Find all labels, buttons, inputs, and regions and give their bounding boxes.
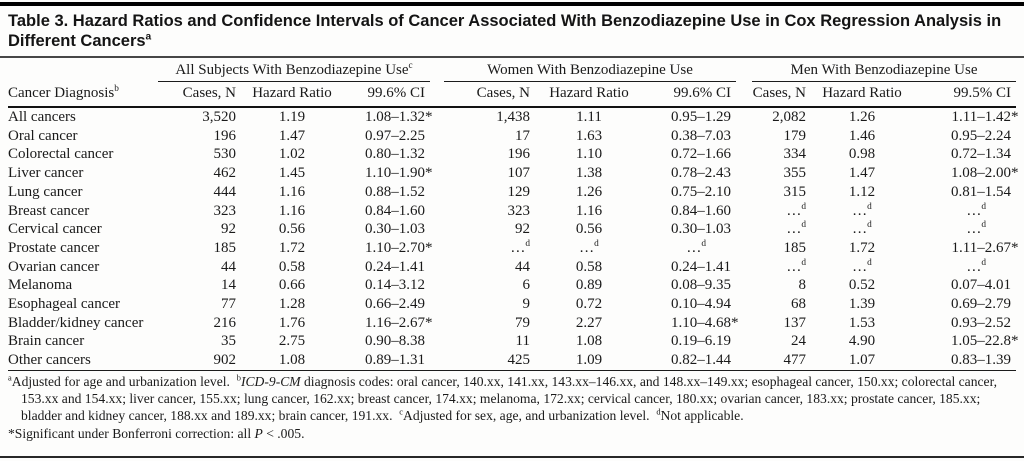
group-header-all-subjects: All Subjects With Benzodiazepine Use$^c$ xyxy=(158,61,430,82)
cell-ci: 0.38–7.03 xyxy=(671,127,731,144)
cell-spacer xyxy=(430,295,444,314)
column-header-cancer-diagnosis: Cancer Diagnosis$^b$ xyxy=(8,82,158,108)
cell-spacer xyxy=(736,258,752,277)
cell-cases: 6 xyxy=(522,277,530,294)
footnotes xyxy=(8,373,1016,442)
cell-diagnosis: Esophageal cancer xyxy=(8,296,121,313)
cell-spacer xyxy=(736,145,752,164)
cell-ci: 1.05–22.8* xyxy=(951,333,1019,350)
cell-cases: 68 xyxy=(791,296,806,313)
cell-cases: …$^d$ xyxy=(510,238,530,256)
footnote-abcd: $^a$Adjusted for age and urbanization level. $^b$ICD-9-CM diagnosis codes: oral cancer, 140.xx, 141.xx, 143.xx–146.xx, and 148.xx–149.xx; esophageal cancer, 150.xx; colorectal cancer, 153.xx and 154.xx; liver cancer, 155.xx; lung cancer, 162.xx; breast cancer, 174.xx; melanoma, 172.xx; cervical cancer, 180.xx; ovarian cancer, 183.xx; prostate cancer, 185.xx; bladder and kidney cancer, 188.xx and 189.xx; brain cancer, 191.xx. $^c$Adjusted for sex, age, and urbanization level. $^d$Not applicable. xyxy=(8,372,997,424)
cell-ci: 0.75–2.10 xyxy=(671,183,731,200)
cell-ci: 0.82–1.44 xyxy=(648,351,736,370)
cell-hazard-ratio: 1.11 xyxy=(576,109,602,125)
cell-spacer xyxy=(430,145,444,164)
cell-cases: 216 xyxy=(213,314,236,331)
cell-spacer xyxy=(736,276,752,295)
cell-hazard-ratio: 0.66 xyxy=(278,277,306,294)
cell-ci: 0.89–1.31 xyxy=(348,351,430,370)
column-header-cases-men: Cases, N xyxy=(752,82,806,108)
cell-cases: 315 xyxy=(783,183,806,200)
cell-ci: …$^d$ xyxy=(966,220,986,238)
cell-hazard-ratio: …$^d$ xyxy=(852,220,872,238)
cell-ci: 1.16–2.67* xyxy=(365,314,433,331)
cell-cases: 477 xyxy=(752,351,806,370)
title-rule xyxy=(0,56,1024,58)
cell-diagnosis: Other cancers xyxy=(8,351,158,370)
table-row xyxy=(8,164,1016,183)
cell-cases: 129 xyxy=(507,183,530,200)
bottom-rule xyxy=(0,456,1024,459)
cell-cases: 179 xyxy=(783,127,806,144)
cell-hazard-ratio: 1.45 xyxy=(278,165,306,182)
cell-spacer xyxy=(736,164,752,183)
cell-ci: 0.72–1.34 xyxy=(951,146,1011,163)
cell-hazard-ratio: 1.72 xyxy=(278,239,306,256)
cell-ci: 0.97–2.25 xyxy=(365,127,425,144)
cell-cases: 79 xyxy=(515,314,530,331)
cell-cases: 530 xyxy=(213,146,236,163)
cell-cases: 355 xyxy=(783,165,806,182)
group-header-blank xyxy=(8,61,158,82)
group-spacer xyxy=(430,61,444,82)
cell-ci: 1.10–2.70* xyxy=(365,239,433,256)
cell-ci: 0.83–1.39 xyxy=(918,351,1016,370)
cell-cases: 24 xyxy=(791,333,806,350)
cell-hazard-ratio: 1.26 xyxy=(575,183,603,200)
cell-cases: 107 xyxy=(507,165,530,182)
cell-cases: 334 xyxy=(783,146,806,163)
column-header-cases-women: Cases, N xyxy=(444,82,530,108)
cell-ci: 1.11–2.67* xyxy=(951,239,1019,256)
table-row xyxy=(8,239,1016,258)
cell-cases: …$^d$ xyxy=(786,201,806,219)
cell-ci: 0.95–2.24 xyxy=(951,127,1011,144)
cell-cases: 902 xyxy=(158,351,236,370)
cell-hazard-ratio: 0.58 xyxy=(575,258,603,275)
cell-spacer xyxy=(430,258,444,277)
group-header-row xyxy=(8,61,1016,82)
cell-ci: 0.24–1.41 xyxy=(671,258,731,275)
cell-spacer xyxy=(736,183,752,202)
cell-hazard-ratio: 1.16 xyxy=(575,202,603,219)
cell-cases: 92 xyxy=(221,221,236,238)
cell-spacer xyxy=(736,107,752,127)
cell-hazard-ratio: 2.75 xyxy=(278,333,306,350)
cell-spacer xyxy=(736,295,752,314)
cell-hazard-ratio: 0.58 xyxy=(278,258,306,275)
table-row xyxy=(8,183,1016,202)
cell-cases: 35 xyxy=(221,333,236,350)
cell-cases: 9 xyxy=(522,296,530,313)
cell-spacer xyxy=(736,332,752,351)
cell-hazard-ratio: 1.09 xyxy=(530,351,648,370)
table-row xyxy=(8,145,1016,164)
cell-cases: 77 xyxy=(221,296,236,313)
cell-hazard-ratio: 1.47 xyxy=(848,165,876,182)
cell-ci: 0.84–1.60 xyxy=(365,202,425,219)
table-row xyxy=(8,351,1016,370)
cell-spacer xyxy=(736,220,752,239)
table-header xyxy=(8,61,1016,107)
cell-cases: 14 xyxy=(221,277,236,294)
cell-ci: 0.10–4.94 xyxy=(671,296,731,313)
cell-hazard-ratio: 0.56 xyxy=(278,221,306,238)
cell-hazard-ratio: 1.02 xyxy=(278,146,306,163)
cell-cases: 137 xyxy=(783,314,806,331)
cell-ci: …$^d$ xyxy=(686,238,706,256)
cell-hazard-ratio: 1.46 xyxy=(848,127,876,144)
cell-diagnosis: Ovarian cancer xyxy=(8,258,100,275)
group-spacer xyxy=(736,61,752,82)
cell-diagnosis: Breast cancer xyxy=(8,202,90,219)
cell-cases: 44 xyxy=(221,258,236,275)
column-header-row xyxy=(8,82,1016,108)
cell-hazard-ratio: 4.90 xyxy=(848,333,876,350)
cell-hazard-ratio: 0.98 xyxy=(848,146,876,163)
cell-cases: 2,082 xyxy=(772,109,806,125)
cell-hazard-ratio: 1.76 xyxy=(278,314,306,331)
cell-diagnosis: Liver cancer xyxy=(8,165,84,182)
cell-spacer xyxy=(430,220,444,239)
cell-ci: 1.10–4.68* xyxy=(671,314,739,331)
cell-spacer xyxy=(430,202,444,221)
cell-cases: 196 xyxy=(507,146,530,163)
cell-cases: 323 xyxy=(213,202,236,219)
column-header-ci-all: 99.6% CI xyxy=(348,82,430,108)
cell-cases: 425 xyxy=(444,351,530,370)
cell-hazard-ratio: 1.72 xyxy=(848,239,876,256)
cell-cases: 444 xyxy=(213,183,236,200)
cell-spacer xyxy=(430,351,444,370)
cell-spacer xyxy=(736,127,752,146)
column-header-hazard-ratio-all: Hazard Ratio xyxy=(236,82,348,108)
table-row xyxy=(8,127,1016,146)
cell-ci: 0.80–1.32 xyxy=(365,146,425,163)
cell-cases: 196 xyxy=(213,127,236,144)
cell-hazard-ratio: 1.08 xyxy=(236,351,348,370)
column-header-hazard-ratio-men: Hazard Ratio xyxy=(806,82,918,108)
cell-ci: 0.24–1.41 xyxy=(365,258,425,275)
column-header-cases-all: Cases, N xyxy=(158,82,236,108)
cell-hazard-ratio: 1.53 xyxy=(848,314,876,331)
cell-hazard-ratio: 1.63 xyxy=(575,127,603,144)
cell-hazard-ratio: 1.26 xyxy=(848,109,876,125)
cell-diagnosis: Brain cancer xyxy=(8,333,85,350)
cell-cases: 185 xyxy=(783,239,806,256)
hazard-ratio-table xyxy=(8,61,1019,371)
cell-cases: …$^d$ xyxy=(786,220,806,238)
cell-hazard-ratio: 0.56 xyxy=(575,221,603,238)
cell-diagnosis: Lung cancer xyxy=(8,183,83,200)
cell-ci: 0.30–1.03 xyxy=(365,221,425,238)
cell-spacer xyxy=(430,332,444,351)
cell-spacer xyxy=(736,239,752,258)
top-rule xyxy=(0,2,1024,6)
cell-hazard-ratio: 1.16 xyxy=(278,183,306,200)
cell-ci: 0.19–6.19 xyxy=(671,333,731,350)
table-row xyxy=(8,202,1016,221)
cell-cases: 8 xyxy=(798,277,806,294)
cell-ci: 0.78–2.43 xyxy=(671,165,731,182)
cell-ci: 1.10–1.90* xyxy=(365,165,433,182)
cell-ci: 1.08–2.00* xyxy=(951,165,1019,182)
cell-hazard-ratio: 1.39 xyxy=(848,296,876,313)
cell-cases: …$^d$ xyxy=(786,257,806,275)
cell-ci: 0.69–2.79 xyxy=(951,296,1011,313)
cell-hazard-ratio: 1.07 xyxy=(806,351,918,370)
column-header-spacer xyxy=(430,82,444,108)
table-row xyxy=(8,107,1016,127)
cell-cases: 92 xyxy=(515,221,530,238)
cell-ci: 0.08–9.35 xyxy=(671,277,731,294)
cell-cases: 3,520 xyxy=(202,109,236,125)
cell-hazard-ratio: 1.12 xyxy=(848,183,876,200)
cell-ci: 0.66–2.49 xyxy=(365,296,425,313)
cell-ci: 1.08–1.32* xyxy=(365,109,433,125)
cell-cases: 1,438 xyxy=(496,109,530,125)
cell-diagnosis: Prostate cancer xyxy=(8,239,100,256)
cell-diagnosis: Melanoma xyxy=(8,277,73,294)
cell-hazard-ratio: 1.16 xyxy=(278,202,306,219)
cell-spacer xyxy=(736,351,752,370)
cell-diagnosis: Oral cancer xyxy=(8,127,78,144)
cell-hazard-ratio: 1.28 xyxy=(278,296,306,313)
cell-hazard-ratio: 0.89 xyxy=(575,277,603,294)
cell-hazard-ratio: 1.10 xyxy=(575,146,603,163)
cell-ci: 0.95–1.29 xyxy=(671,109,731,125)
table-title: Table 3. Hazard Ratios and Confidence Intervals of Cancer Associated With Benzodiazepine Use in Cox Regression Analysis in Different Cancers$^a$ xyxy=(8,12,1002,50)
cell-diagnosis: All cancers xyxy=(8,109,76,125)
cell-spacer xyxy=(430,276,444,295)
cell-diagnosis: Cervical cancer xyxy=(8,221,102,238)
cell-cases: 462 xyxy=(213,165,236,182)
footnote-significance: *Significant under Bonferroni correction: all P < .005. xyxy=(8,425,305,441)
cell-hazard-ratio: 1.19 xyxy=(278,109,306,125)
column-header-spacer xyxy=(736,82,752,108)
column-header-ci-men: 99.5% CI xyxy=(918,82,1016,108)
cell-ci: 0.30–1.03 xyxy=(671,221,731,238)
cell-ci: 0.84–1.60 xyxy=(671,202,731,219)
cell-hazard-ratio: 1.47 xyxy=(278,127,306,144)
cell-ci: …$^d$ xyxy=(966,201,986,219)
table-row xyxy=(8,220,1016,239)
cell-hazard-ratio: 0.52 xyxy=(848,277,876,294)
column-header-ci-women: 99.6% CI xyxy=(648,82,736,108)
cell-hazard-ratio: …$^d$ xyxy=(852,257,872,275)
cell-ci: 0.90–8.38 xyxy=(365,333,425,350)
cell-cases: 11 xyxy=(515,333,530,350)
cell-ci: 0.81–1.54 xyxy=(951,183,1011,200)
table-row xyxy=(8,276,1016,295)
cell-diagnosis: Colorectal cancer xyxy=(8,146,114,163)
cell-ci: 0.14–3.12 xyxy=(365,277,425,294)
cell-cases: 185 xyxy=(213,239,236,256)
cell-hazard-ratio: 1.08 xyxy=(575,333,603,350)
table-row xyxy=(8,258,1016,277)
cell-spacer xyxy=(430,183,444,202)
cell-spacer xyxy=(736,202,752,221)
cell-cases: 17 xyxy=(515,127,530,144)
cell-cases: 323 xyxy=(507,202,530,219)
table-row xyxy=(8,332,1016,351)
table-body xyxy=(8,107,1019,370)
cell-ci: 1.11–1.42* xyxy=(951,109,1019,125)
cell-hazard-ratio: 2.27 xyxy=(575,314,603,331)
cell-ci: 0.72–1.66 xyxy=(671,146,731,163)
cell-ci: …$^d$ xyxy=(966,257,986,275)
cell-hazard-ratio: …$^d$ xyxy=(579,238,599,256)
cell-diagnosis: Bladder/kidney cancer xyxy=(8,314,144,331)
cell-ci: 0.07–4.01 xyxy=(951,277,1011,294)
cell-ci: 0.88–1.52 xyxy=(365,183,425,200)
group-header-men: Men With Benzodiazepine Use xyxy=(752,61,1016,82)
cell-spacer xyxy=(430,127,444,146)
group-header-women: Women With Benzodiazepine Use xyxy=(444,61,736,82)
table-row xyxy=(8,314,1016,333)
cell-cases: 44 xyxy=(515,258,530,275)
cell-hazard-ratio: …$^d$ xyxy=(852,201,872,219)
cell-hazard-ratio: 1.38 xyxy=(575,165,603,182)
table-row xyxy=(8,295,1016,314)
column-header-hazard-ratio-women: Hazard Ratio xyxy=(530,82,648,108)
cell-hazard-ratio: 0.72 xyxy=(575,296,603,313)
cell-ci: 0.93–2.52 xyxy=(951,314,1011,331)
